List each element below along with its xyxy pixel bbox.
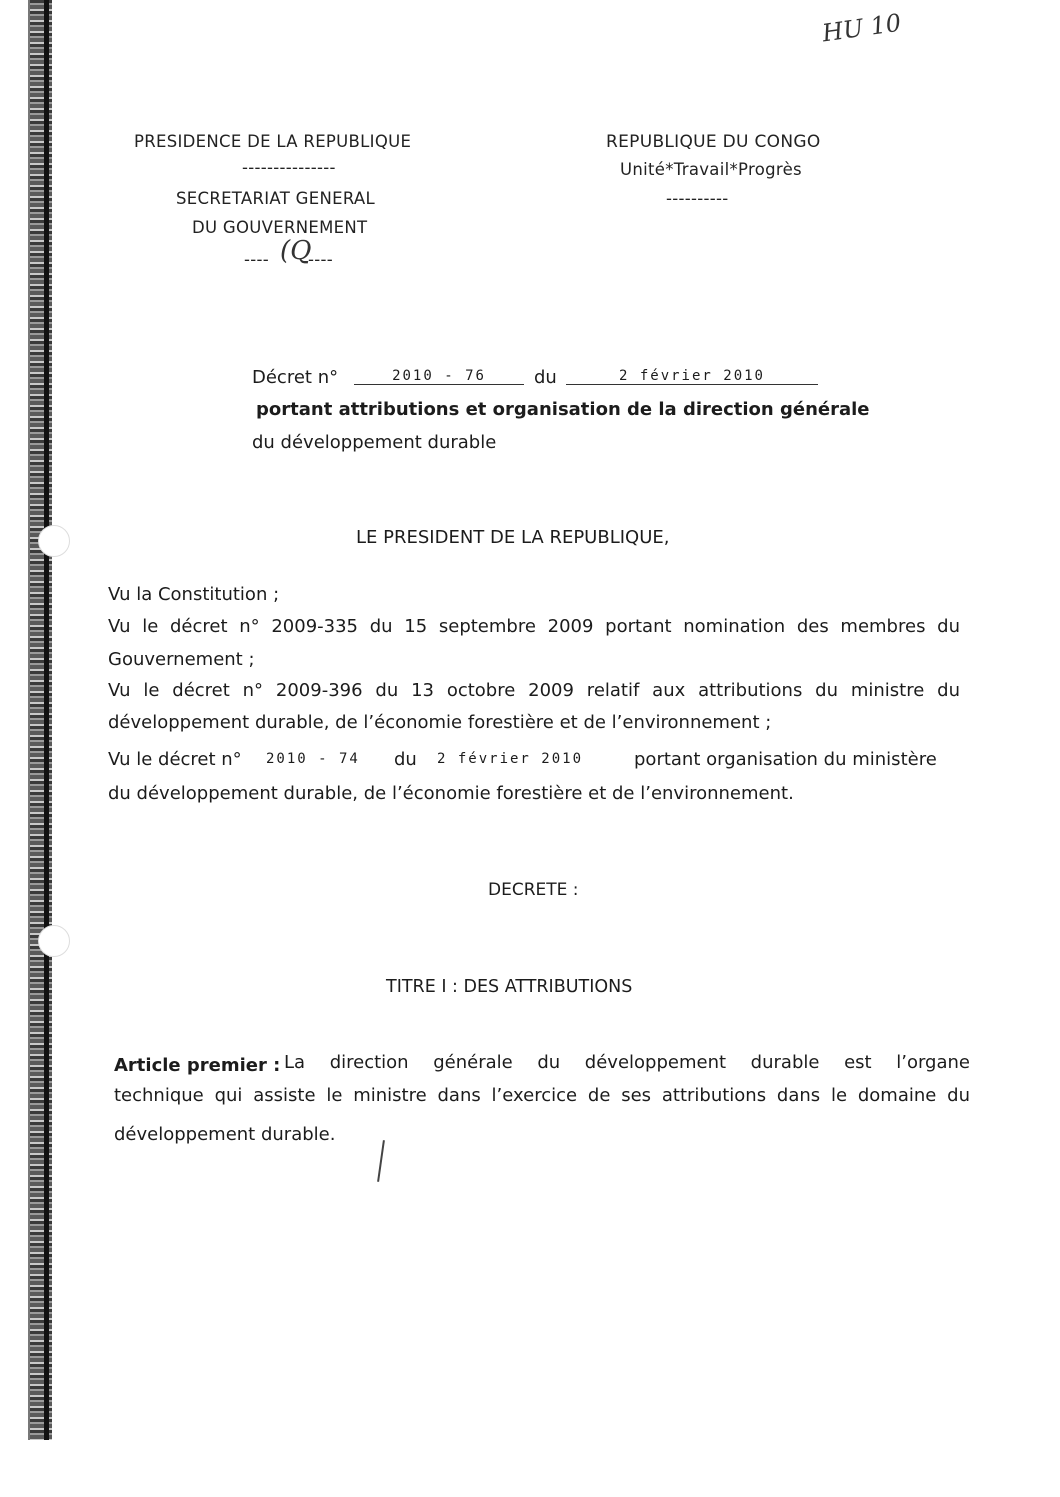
header-separator: ---------- [666,189,729,208]
vu-line: du développement durable, de l’économie forestière et de l’environnement. [108,783,794,804]
titre-heading: TITRE I : DES ATTRIBUTIONS [386,977,633,997]
vu-decree-number: 2010 - 74 [266,751,360,767]
article-text: technique qui assiste le ministre dans l’exercice de ses attributions dans le domaine du [114,1085,970,1106]
header-motto: Unité*Travail*Progrès [620,160,802,179]
vu-line: Vu le décret n° 2009-396 du 13 octobre 2009 relatif aux attributions du ministre du [108,680,960,701]
vu-line: Vu la Constitution ; [108,584,280,605]
header-presidence: PRESIDENCE DE LA REPUBLIQUE [134,132,412,151]
decree-number: 2010 - 76 [354,368,524,385]
decree-subject-cont: du développement durable [252,432,497,453]
vu-line-prefix: Vu le décret n° [108,749,242,770]
punch-hole [38,525,70,557]
header-separator: --------------- [242,158,336,177]
article-label: Article premier : [114,1055,281,1076]
header-republique: REPUBLIQUE DU CONGO [606,132,821,152]
decree-subject: portant attributions et organisation de la direction générale [256,399,870,420]
president-heading: LE PRESIDENT DE LA REPUBLIQUE, [356,527,670,548]
vu-line-du: du [394,749,417,770]
punch-hole [38,925,70,957]
header-separator: ---- [244,250,270,269]
vu-decree-date: 2 février 2010 [437,751,584,767]
vu-line: développement durable, de l’économie forestière et de l’environnement ; [108,712,772,733]
header-gouvernement: DU GOUVERNEMENT [192,218,368,237]
handwritten-annotation: HU 10 [820,8,903,48]
decrete-heading: DECRETE : [488,880,579,900]
article-text: développement durable. [114,1124,336,1145]
handwritten-mark: (Q [280,236,312,266]
decree-date: 2 février 2010 [566,368,818,385]
vu-line: Vu le décret n° 2009-335 du 15 septembre 2009 portant nomination des membres du [108,616,960,637]
vu-line: Gouvernement ; [108,649,255,670]
vu-line-suffix: portant organisation du ministère [634,749,937,770]
header-separator: ---- [308,250,334,269]
header-secretariat: SECRETARIAT GENERAL [176,189,376,208]
article-text: La direction générale du développement durable est l’organe [284,1052,970,1073]
pen-mark [377,1140,385,1182]
decree-prefix: Décret n° [252,367,339,388]
scan-binding-shadow [44,0,49,1440]
decree-du: du [534,367,557,388]
